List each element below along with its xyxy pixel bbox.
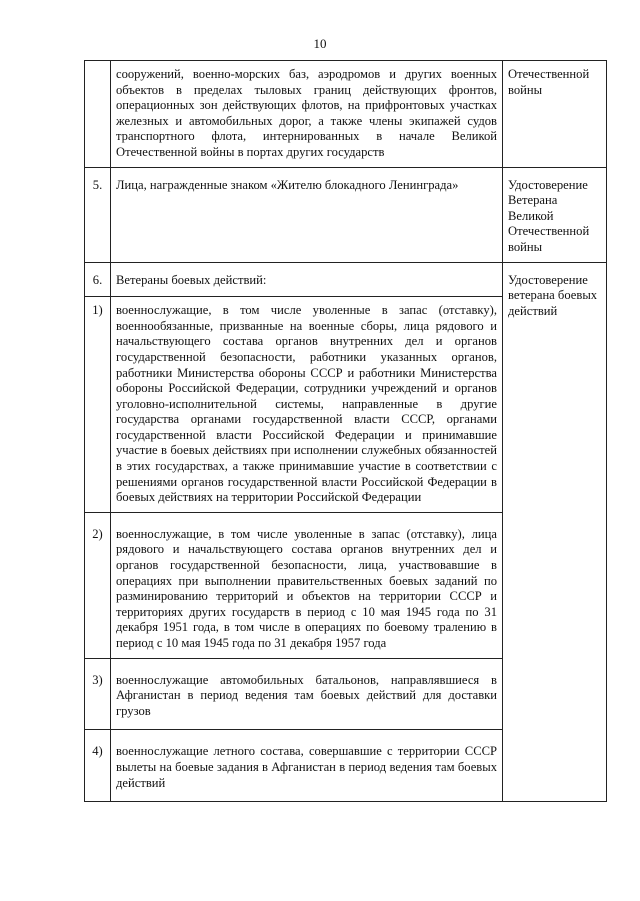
confirming-document: Удостоверение ветерана боевых действий — [503, 262, 607, 802]
table-row-6 — [85, 262, 607, 297]
category-description: военнослужащие автомобильных батальонов, направлявшиеся в Афганистан в период ведения там боевых действий для доставки грузов — [111, 658, 503, 730]
confirming-document: Удостоверение Ветерана Великой Отечественной войны — [503, 167, 607, 262]
confirming-document: Отечественной войны — [503, 61, 607, 168]
row-number: 4) — [85, 730, 111, 802]
category-description: военнослужащие, в том числе уволенные в запас (отставку), военнообязанные, призванные на военные сборы, лица рядового и начальствующего состава органов внутренних дел и органов государственной безопасности, работники указанных органов, работники Министерства обороны СССР и работники Министерства обороны Российской Федерации, сотрудники учреждений и органов уголовно-исполнительной системы, направленные в другие государства органами государственной власти СССР, органами государственной власти Российской Федерации и принимавшие участие в боевых действиях при исполнении служебных обязанностей в этих государствах, а также принимавшие участие в соответствии с решениями органов государственной власти Российской Федерации в боевых действиях на территории Российской Федерации — [111, 297, 503, 513]
row-number: 5. — [85, 167, 111, 262]
veterans-categories-table — [84, 60, 607, 802]
row-number: 3) — [85, 658, 111, 730]
row-number — [85, 61, 111, 168]
category-description: военнослужащие, в том числе уволенные в запас (отставку), лица рядового и начальствующего состава органов внутренних дел и органов государственной безопасности, лица, участвовавшие в операциях при выполнении правительственных боевых заданий по разминированию территорий и объектов на территории СССР и территориях других государств в период с 10 мая 1945 года по 31 декабря 1951 года, в том числе в операциях по боевому тралению в период с 10 мая 1945 года по 31 декабря 1957 года — [111, 512, 503, 658]
table-row-continuation — [85, 61, 607, 168]
row-number: 6. — [85, 262, 111, 297]
row-number: 1) — [85, 297, 111, 513]
category-description: Ветераны боевых действий: — [111, 262, 503, 297]
page-number: 10 — [313, 36, 327, 51]
row-number: 2) — [85, 512, 111, 658]
category-description: Лица, награжденные знаком «Жителю блокадного Ленинграда» — [111, 167, 503, 262]
category-description: военнослужащие летного состава, совершавшие с территории СССР вылеты на боевые задания в Афганистан в период ведения там боевых действий — [111, 730, 503, 802]
table-row-5 — [85, 167, 607, 262]
category-description: сооружений, военно-морских баз, аэродромов и других военных объектов в пределах тыловых границ действующих фронтов, операционных зон действующих флотов, на прифронтовых участках железных и автомобильных дорог, а также члены экипажей судов транспортного флота, интернированных в начале Великой Отечественной войны в портах других государств — [111, 61, 503, 168]
